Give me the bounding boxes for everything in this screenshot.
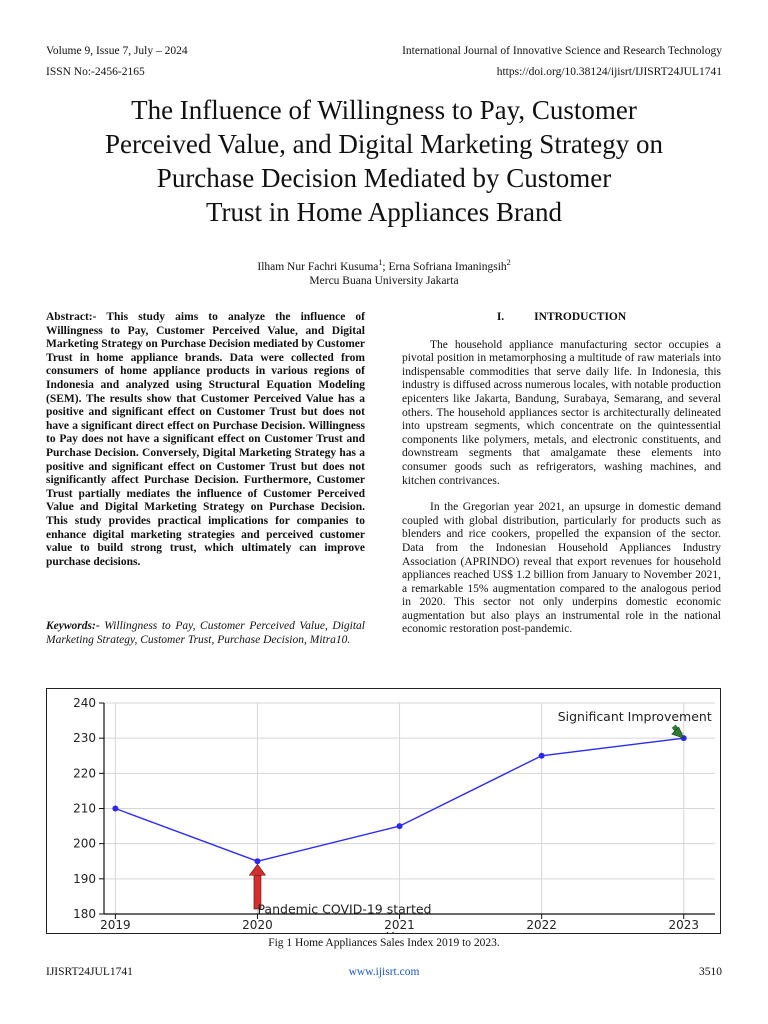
y-tick-label: 180 bbox=[73, 907, 96, 921]
title-line: Trust in Home Appliances Brand bbox=[206, 197, 562, 227]
x-tick-label: 2023 bbox=[668, 918, 700, 932]
authors-block bbox=[150, 256, 618, 288]
figure-chart bbox=[46, 688, 721, 934]
keywords-label: Keywords:- bbox=[46, 620, 100, 632]
section-heading bbox=[402, 311, 721, 325]
line-chart bbox=[47, 689, 720, 933]
keywords bbox=[46, 620, 365, 647]
paragraph: The household appliance manufacturing sector occupies a pivotal position in metamorphosing a multitude of raw materials into indispensable commodities that serve daily life. In Indonesia, this industry is diffused across numerous locales, with notable production epicenters like Jakarta, Bandung, Surabaya, Semarang, and several others. The household appliances sector is architecturally delineated into upstream segments, which concentrate on the quintessential components like polymers, metals, and electronic constituents, and downstream segments that amalgamate these elements into consumer goods such as refrigerators, washing machines, and kitchen contrivances. bbox=[402, 338, 721, 487]
data-point bbox=[112, 806, 118, 812]
page-number: 3510 bbox=[699, 966, 722, 978]
section-title: INTRODUCTION bbox=[534, 311, 627, 323]
y-tick-label: 210 bbox=[73, 801, 96, 816]
footer-code: IJISRT24JUL1741 bbox=[46, 966, 133, 978]
data-point bbox=[254, 858, 260, 864]
title-line: Purchase Decision Mediated by Customer bbox=[156, 163, 612, 193]
data-point bbox=[539, 753, 545, 759]
x-tick-label: 2021 bbox=[384, 918, 415, 932]
doi-link[interactable]: https://doi.org/10.38124/ijisrt/IJISRT24JUL1741 bbox=[496, 66, 722, 78]
abstract: Abstract:- This study aims to analyze the influence of Willingness to Pay, Customer Perceived Value, and Digital Marketing Strategy on Purchase Decision mediated by Customer Trust in home appliance brands. Data were collected from consumers of home appliance products in various regions of Indonesia and analyzed using Structural Equation Modeling (SEM). The results show that Customer Perceived Value has a positive and significant effect on Customer Trust but does not have a significant direct effect on Purchase Decision. Willingness to Pay does not have a significant effect on Customer Trust and Purchase Decision. Conversely, Digital Marketing Strategy has a positive and significant effect on Customer Trust but does not significantly affect Purchase Decision. Furthermore, Customer Trust partially mediates the influence of Customer Perceived Value and Digital Marketing Strategy on Purchase Decision. This study provides practical implications for companies to enhance digital marketing strategies and perceived customer value to build strong trust, which ultimately can improve purchase decisions. bbox=[46, 311, 365, 568]
volume-info: Volume 9, Issue 7, July – 2024 bbox=[46, 45, 188, 57]
x-tick-label: 2020 bbox=[242, 918, 273, 932]
author-2: ; Erna Sofriana Imaningsih bbox=[382, 260, 507, 273]
pandemic-arrow-head bbox=[249, 864, 265, 875]
footer-site bbox=[0, 966, 768, 978]
pandemic-annotation: Pandemic COVID-19 started bbox=[257, 901, 432, 917]
title-line: Perceived Value, and Digital Marketing Strategy on bbox=[104, 129, 664, 159]
title-line: The Influence of Willingness to Pay, Customer bbox=[131, 95, 637, 125]
site-link[interactable]: www.ijisrt.com bbox=[348, 966, 420, 978]
author-1-sup: 1 bbox=[378, 258, 383, 267]
journal-name: International Journal of Innovative Science and Research Technology bbox=[402, 45, 722, 57]
section-number: I. bbox=[496, 311, 505, 323]
author-2-sup: 2 bbox=[506, 258, 511, 267]
figure-caption: Fig 1 Home Appliances Sales Index 2019 to 2023. bbox=[268, 937, 500, 949]
y-tick-label: 200 bbox=[73, 836, 96, 851]
x-tick-label: 2022 bbox=[526, 918, 557, 932]
x-axis-label bbox=[385, 929, 413, 933]
y-tick-label: 220 bbox=[73, 766, 96, 781]
author-line bbox=[150, 256, 618, 274]
y-tick-label: 230 bbox=[73, 731, 96, 746]
y-tick-label: 190 bbox=[73, 871, 96, 886]
data-point bbox=[397, 823, 403, 829]
paragraph: In the Gregorian year 2021, an upsurge in domestic demand coupled with global distribution, particularly for products such as blenders and rice cookers, propelled the expansion of the sector. Data from the Indonesian Household Appliances Industry Association (APRINDO) reveal that export revenues for household appliances reached US$ 1.2 billion from January to November 2021, a remarkable 15% augmentation compared to the analogous period in 2020. This sector not only underpins domestic economic augmentation but also plays an instrumental role in the national economic restoration post-pandemic. bbox=[402, 501, 721, 636]
y-tick-label: 240 bbox=[73, 696, 96, 710]
introduction-section bbox=[402, 311, 721, 650]
affiliation: Mercu Buana University Jakarta bbox=[309, 274, 459, 287]
x-tick-label: 2019 bbox=[100, 918, 131, 932]
paper-title bbox=[40, 93, 728, 229]
author-1: Ilham Nur Fachri Kusuma bbox=[257, 260, 379, 273]
issn: ISSN No:-2456-2165 bbox=[46, 66, 145, 78]
improvement-annotation: Significant Improvement bbox=[557, 709, 712, 725]
keywords-text: Willingness to Pay, Customer Perceived Value, Digital Marketing Strategy, Customer Trust, Purchase Decision, Mitra10. bbox=[46, 620, 365, 646]
